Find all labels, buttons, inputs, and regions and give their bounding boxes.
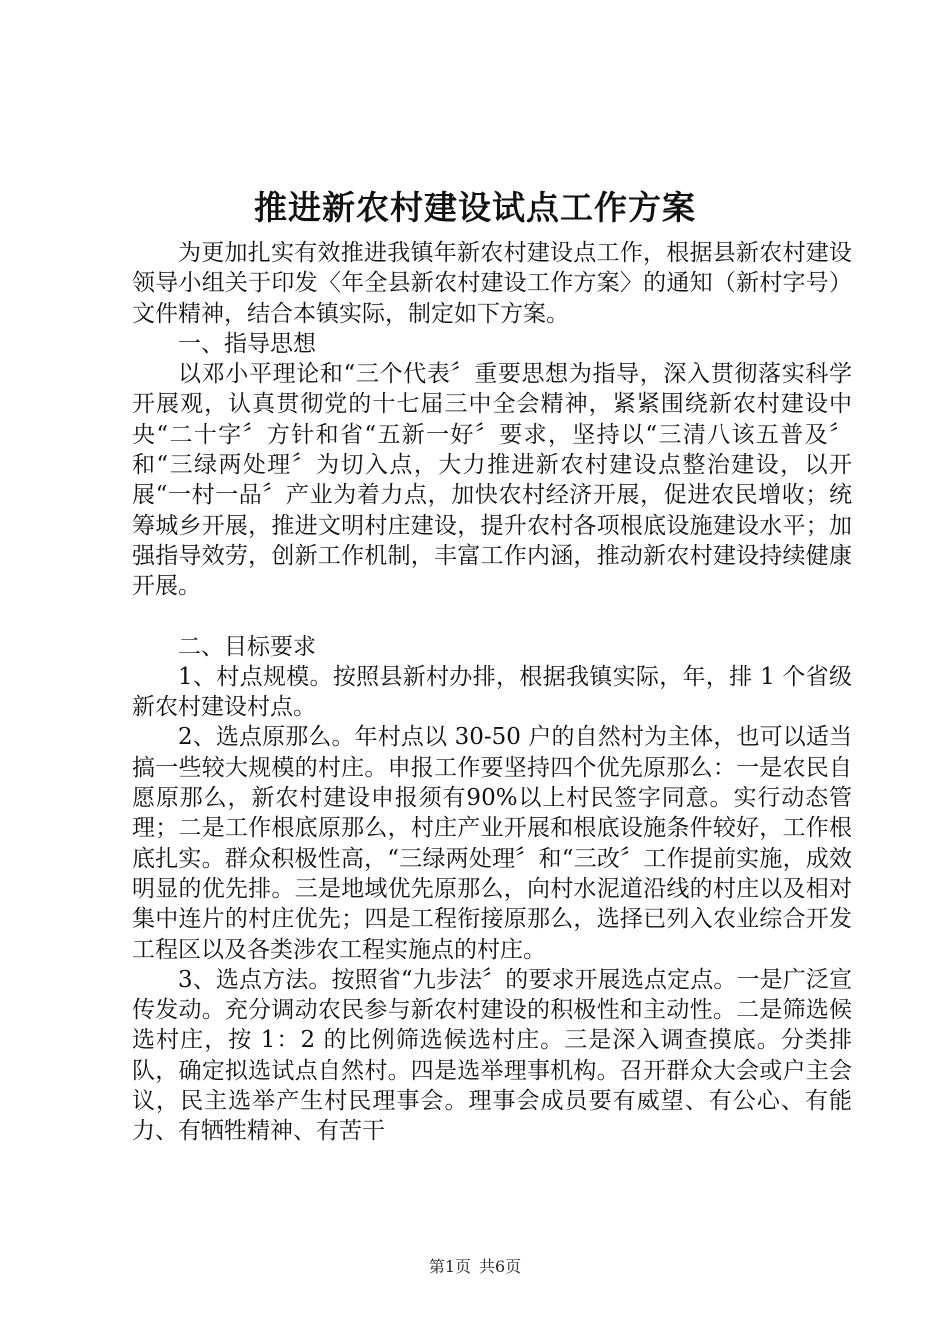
- goal-item-principles: 2、选点原那么。年村点以 30-50 户的自然村为主体，也可以适当搞一些较大规模的村庄。申报工作要坚持四个优先原那么：一是农民自愿原那么，新农村建设申报须有90%以上村民签字同意。实行动态管理；二是工作根底原那么，村庄产业开展和根底设施条件较好，工作根底扎实。群众积极性高，“三绿两处理〞和“三改〞工作提前实施，成效明显的优先排。三是地域优先原那么，向村水泥道沿线的村庄以及相对集中连片的村庄优先；四是工程衔接原那么，选择已列入农业综合开发工程区以及各类涉农工程实施点的村庄。: [132, 724, 852, 963]
- document-body: [132, 238, 852, 1147]
- page-number-total: 共6页: [479, 1257, 522, 1276]
- goal-item-method: 3、选点方法。按照省“九步法〞的要求开展选点定点。一是广泛宣传发动。充分调动农民参与新农村建设的积极性和主动性。二是筛选候选村庄，按 1：2 的比例筛选候选村庄。三是深入调查摸底。分类排队，确定拟选试点自然村。四是选举理事机构。召开群众大会或户主会议，民主选举产生村民理事会。理事会成员要有威望、有公心、有能力、有牺牲精神、有苦干: [132, 966, 852, 1145]
- section-heading-guiding-ideology: 一、指导思想: [178, 330, 316, 357]
- intro-paragraph: 为更加扎实有效推进我镇年新农村建设点工作，根据县新农村建设领导小组关于印发〈年全县新农村建设工作方案〉的通知（新村字号）文件精神，结合本镇实际，制定如下方案。: [132, 240, 852, 327]
- document-title: 推进新农村建设试点工作方案: [254, 188, 696, 227]
- page-footer: [0, 1256, 950, 1278]
- section-heading-goals: 二、目标要求: [178, 633, 316, 660]
- page-number-current: 第1页: [428, 1257, 471, 1276]
- goal-item-scale: 1、村点规模。按照县新村办排，根据我镇实际，年，排 1 个省级新农村建设村点。: [132, 663, 852, 721]
- guiding-ideology-paragraph: 以邓小平理论和“三个代表〞重要思想为指导，深入贯彻落实科学开展观，认真贯彻党的十七届三中全会精神，紧紧围绕新农村建设中央“二十字〞方针和省“五新一好〞要求，坚持以“三清八该五普及〞和“三绿两处理〞为切入点，大力推进新农村建设点整治建设，以开展“一村一品〞产业为着力点，加快农村经济开展，促进农民增收；统筹城乡开展，推进文明村庄建设，提升农村各项根底设施建设水平；加强指导效劳，创新工作机制，丰富工作内涵，推动新农村建设持续健康开展。: [132, 361, 852, 600]
